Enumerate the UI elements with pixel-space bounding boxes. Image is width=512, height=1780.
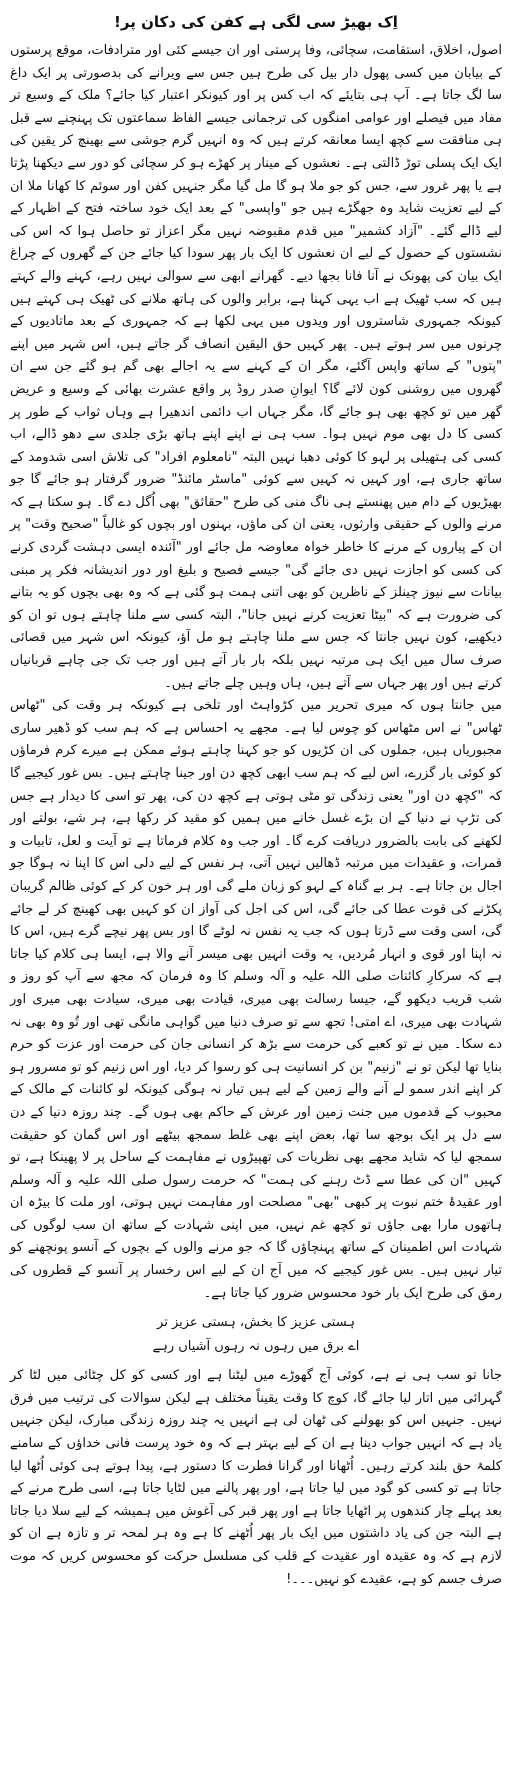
- article-headline: اِک بھیڑ سی لگی ہے کفن کی دکان پر!: [114, 13, 398, 31]
- article-closing: جانا تو سب ہی نے ہے، کوئی آج گھوڑے میں لیٹنا ہے اور کسی کو کل چٹائی میں لٹا کر گہرائی میں اتار لیا جائے گا، کوچ کا وقت یقیناً مختلف ہے لیکن سوالات کی ترتیب میں فرق نہیں۔ جنہیں اس کو بھولنے کی ٹھان لی ہے انہیں یہ چند روزہ زندگی مبارک، لیکن جنہیں یاد ہے کہ انہیں جواب دینا ہے ان کے لیے بہتر ہے کہ وہ خود پرست فانی خداؤں کے سامنے کلمۂ حق بلند کرتے رہیں۔ اُٹھانا اور گرانا فطرت کا دستور ہے، پیدا ہوتے ہی کوئی اُٹھا لیا جاتا ہے تو کسی کو گود میں لیا جاتا ہے، اور پھر پالنے میں لٹایا جاتا ہے، اسی طرح مرنے کے بعد پہلے چار کندھوں پر اٹھایا جاتا ہے اور پھر قبر کی آغوش میں ہمیشہ کے لیے سلا دیا جاتا ہے البتہ جن کی یاد داشتوں میں ایک بار پھر اُٹھنے کا ہے وہ ہر لمحہ تر و تازہ ہے ان کو لازم ہے کہ وہ عقیدہ اور عقیدت کے قلب کی مسلسل حرکت کو محسوس کریں کہ موت صرف جسم کو ہے، عقیدے کو نہیں۔۔۔!: [10, 1368, 502, 1587]
- article-paragraph: میں جانتا ہوں کہ میری تحریر میں کڑواہٹ اور تلخی ہے کیونکہ ہر وقت کی "ٹھاس ٹھاس" نے اس مٹھاس کو چوس لیا ہے۔ مجھے یہ احساس ہے کہ ہم سب کو ڈھیر ساری مجبوریاں ہیں، جملوں کی ان کڑیوں کو جو کہنا چاہتے ہوئے ممکن ہے میرے کرم فرماؤں کو کوئی بار گزرے، اس لیے کہ ہم سب ابھی کچھ دن اور جینا چاہتے ہیں۔ بس غور کیجیے گا کہ "کچھ دن اور" یعنی زندگی تو مٹی ہوتی ہے کچھ دن کی، پھر تو اسی کا دیدار ہے جس کی تڑپ نے دنیا کے ان بڑے غسل خانے میں ہمیں کو مقید کر رکھا ہے، ہر شے، بولتے اور لکھنے کی بابت بالضرور دریافت کرے گا۔ اور جب وہ کلام فرماتا ہے تو آیت و لعل، تابیات و قمرات، و عقیدات میں مرتبہ ڈھالیں نہیں آتی، ہر نفس کے لیے دلی اس کا اپنا نہ ہوگا جو اجال بن جاتا ہے۔ ہر بے گناہ کے لہو کو زبان ملے گی اور ہر خون کر کے کوئی ظالم گریبان پکڑنے کی قوت عطا کی جائے گی، اس کی اجل کی آواز ان کو کہیں بھی کھینچ کر لے جائے گی، اسی وقت سے ڈرتا ہوں کہ جب یہ نفس نہ لوٹے گا اور بس پھر نیچے گرے ہیں، اس کا نہ اپنا اور قوی و انہار مُردیں، یہ وقت انہیں بھی میسر آنے والا ہے، ایسا ہی کلام کیا جاتا ہے کہ سرکارِ کائنات صلی اللہ علیہ و آلہ وسلم کا وہ فرمان کہ مجھ سے آپ کو روز و شب قریب دیکھو گے، جیسا رسالت بھی میری، قیادت بھی میری، سیادت بھی میری اور شہادت بھی میری، اے امتی! تجھ سے تو صرف دنیا میں گواہی مانگی تھی اور تُو وہ بھی نہ دے سکا۔ میں نے تو کعبے کی حرمت سے بڑھ کر انسانی جان کی حرمت اور عزت کو حرم بنایا تھا لیکن تو نے "زنیم" بن کر انسانیت ہی کو رسوا کر دیا، اور اس زنیم کو تو مسرور ہو کر اپنے اندر سمو لے آنے والے زمین کے لیے ہیں تیار نہ ہوگی کیونکہ لو کائنات کے مالک کے محبوب کے قدموں میں جنت زمین اور عرش کے حاکم بھی ہوں گے۔ چند روزہ دنیا کے دن سے دل پر ایک بوجھ سا تھا، بعض اپنے بھی غلط سمجھ بیٹھے اور اس گمان کو حقیقت سمجھ لیا کہ شاید مجھے بھی نظریات کی تھپیڑوں نے مفاہمت کے ساحل پر لا پھینکا ہے، تو کہیں "ان کی عطا سے ڈٹ رہنے کی ہمت" کہ حرمت رسول صلی اللہ علیہ و آلہ وسلم اور عقیدۂ ختم نبوت پر کبھی "بھی" مصلحت اور مفاہمت نہیں ہوتی، اور ملت کا بیڑہ ان ہاتھوں مارا بھی جاؤں تو کچھ غم نہیں، میں اپنی شہادت کے ساتھ ان سب لوگوں کی شہادت اس اطمینان کے ساتھ پہنچاؤں گا کہ جو مرنے والوں کے بچوں کے آنسو پونچھنے کو تیار نہیں ہیں۔ بس غور کیجیے کہ میں آج ان کے لیے اس رخسار پر آنسو کے قطروں کی رمق کی طرح ایک بار خود محسوس ضرور کیا جاتا ہے۔: [10, 698, 502, 1301]
- article-body: [10, 40, 502, 1591]
- article-paragraph: اصول، اخلاق، استقامت، سچائی، وفا پرستی اور ان جیسے کئی اور مترادفات، موقع پرستوں کے بیابان میں کسی پھول دار بیل کی طرح ہیں جس سے ویرانے کی بدصورتی پر ایک داغ سا لگ جاتا ہے۔ آپ ہی بتایئے کہ اب کس پر اور کیونکر اعتبار کیا جائے؟ ملک کے وسیع تر مفاد میں فیصلے اور عوامی امنگوں کی ترجمانی جیسے الفاظ سماعتوں تک پہنچنے سے قبل ہی منافقت سے کچھ ایسا معانقہ کرتے ہیں کہ وہ انہیں گرم جوشی سے بھینچ کر یقین کی ایک ایک پسلی توڑ ڈالتی ہے۔ نعشوں کے مینار پر کھڑے ہو کر سچائی کو دور سے دیکھنا پڑتا ہے یا پھر غرور سے، جس کو جو ملا ہو گا مل گیا مگر جنہیں کفن اور سوئم کا کھانا ملا ان کے لیے تعزیت شاید وہ جھگڑے ہیں جو "واپسی" کے بعد ایک خود ساختہ فتح کے اظہار کے لیے ڈالے گئے۔ "آزاد کشمیر" میں قدم مقبوضہ نہیں مگر اعزاز تو حاصل ہوا کہ اس کی نشستوں کے حصول کے لیے ان نعشوں کا ایک بار پھر سودا کیا جائے جن کے گھروں کے چراغ ایک بیان کی پھونک نے آنا فانا بجھا دیے۔ گھرانے ابھی سے سوالی نہیں رہے، کہنے والے کہتے ہیں کہ سب ٹھیک ہے اب یہی کہنا ہے، برابر والوں کی ہاتھ ملانے کی ٹھیک ہی کہتے ہیں کیونکہ جمہوری شاستروں اور ویدوں میں یہی لکھا ہے کہ جمہوری کے بعد ماتادیوں کے چرنوں میں سر ہوتے ہیں۔ پھر کہیں حق الیقین انصاف گر جاتے ہیں، اس شہر میں اپنے "پتوں" کے ساتھ واپس آگئے، مگر ان کے کہنے سے یہ اجالے بھی گم ہو گئے جن سے ان گھروں میں روشنی کون لائے گا؟ ایوانِ صدر روڈ پر واقع عشرت بھائی کے وسیع و عریض گھر میں تو کچھ بھی ہو جائے گا، مگر جہاں اب دائمی اندھیرا ہے وہاں ثواب کے طور پر کسی کا دل بھی موم نہیں ہوا۔ سب ہی نے اپنے اپنے ہاتھ بڑی جلدی سے دھو ڈالے، اب کسی کی ہتھیلی پر لہو کا کوئی دھبا نہیں البتہ "نامعلوم افراد" کی تلاش اسی شدومد کے ساتھ جاری ہے، اور کہیں نہ کہیں سے کوئی "ماسٹر مائنڈ" ضرور گرفتار ہو جائے گا جو بھیڑیوں کے دام میں پھنستے ہی ناگ منی کی طرح "حقائق" بھی اُگل دے گا۔ ہو سکتا ہے کہ مرنے والوں کے حقیقی وارثوں، یعنی ان کی ماؤں، بہنوں اور بچوں کو غالباً "صحیح وقت" پر ان کے پیاروں کے مرنے کا خاطر خواہ معاوضہ مل جائے اور "آئندہ ایسی دہشت گردی کرنے کی کسی کو اجازت نہیں دی جائے گی" جیسے فصیح و بلیغ اور دور اندیشانہ فکر پر مبنی بیانات سے نیوز چینلز کے ناظرین کو بھی اتنی ہمت ہو گئی ہے کہ وہ بھی بچوں کو یہ بتانے کی ضرورت ہے کہ "بیٹا تعزیت کرنے نہیں جانا"، البتہ کسی سے ملنا چاہتے ہوں تو ان کو دیکھیے، کون نہیں جانتا کہ جس سے ملنا چاہتے ہو مل آؤ، کیونکہ اس شہر میں قصائی صرف سال میں ایک ہی مرتبہ نہیں بلکہ بار بار آتے ہیں اور جب تک جی چاہے قربانیاں کرتے ہیں اور پھر جہاں سے آتے ہیں، ہاں وہیں چلے جاتے ہیں۔: [10, 43, 502, 691]
- poem-line: ہستی عزیز کا بخش، ہستی عزیز تر: [157, 1315, 355, 1331]
- poem-line: اے برق میں رہوں نہ رہوں آشیاں رہے: [152, 1339, 360, 1355]
- poem-couplet: [10, 1311, 502, 1359]
